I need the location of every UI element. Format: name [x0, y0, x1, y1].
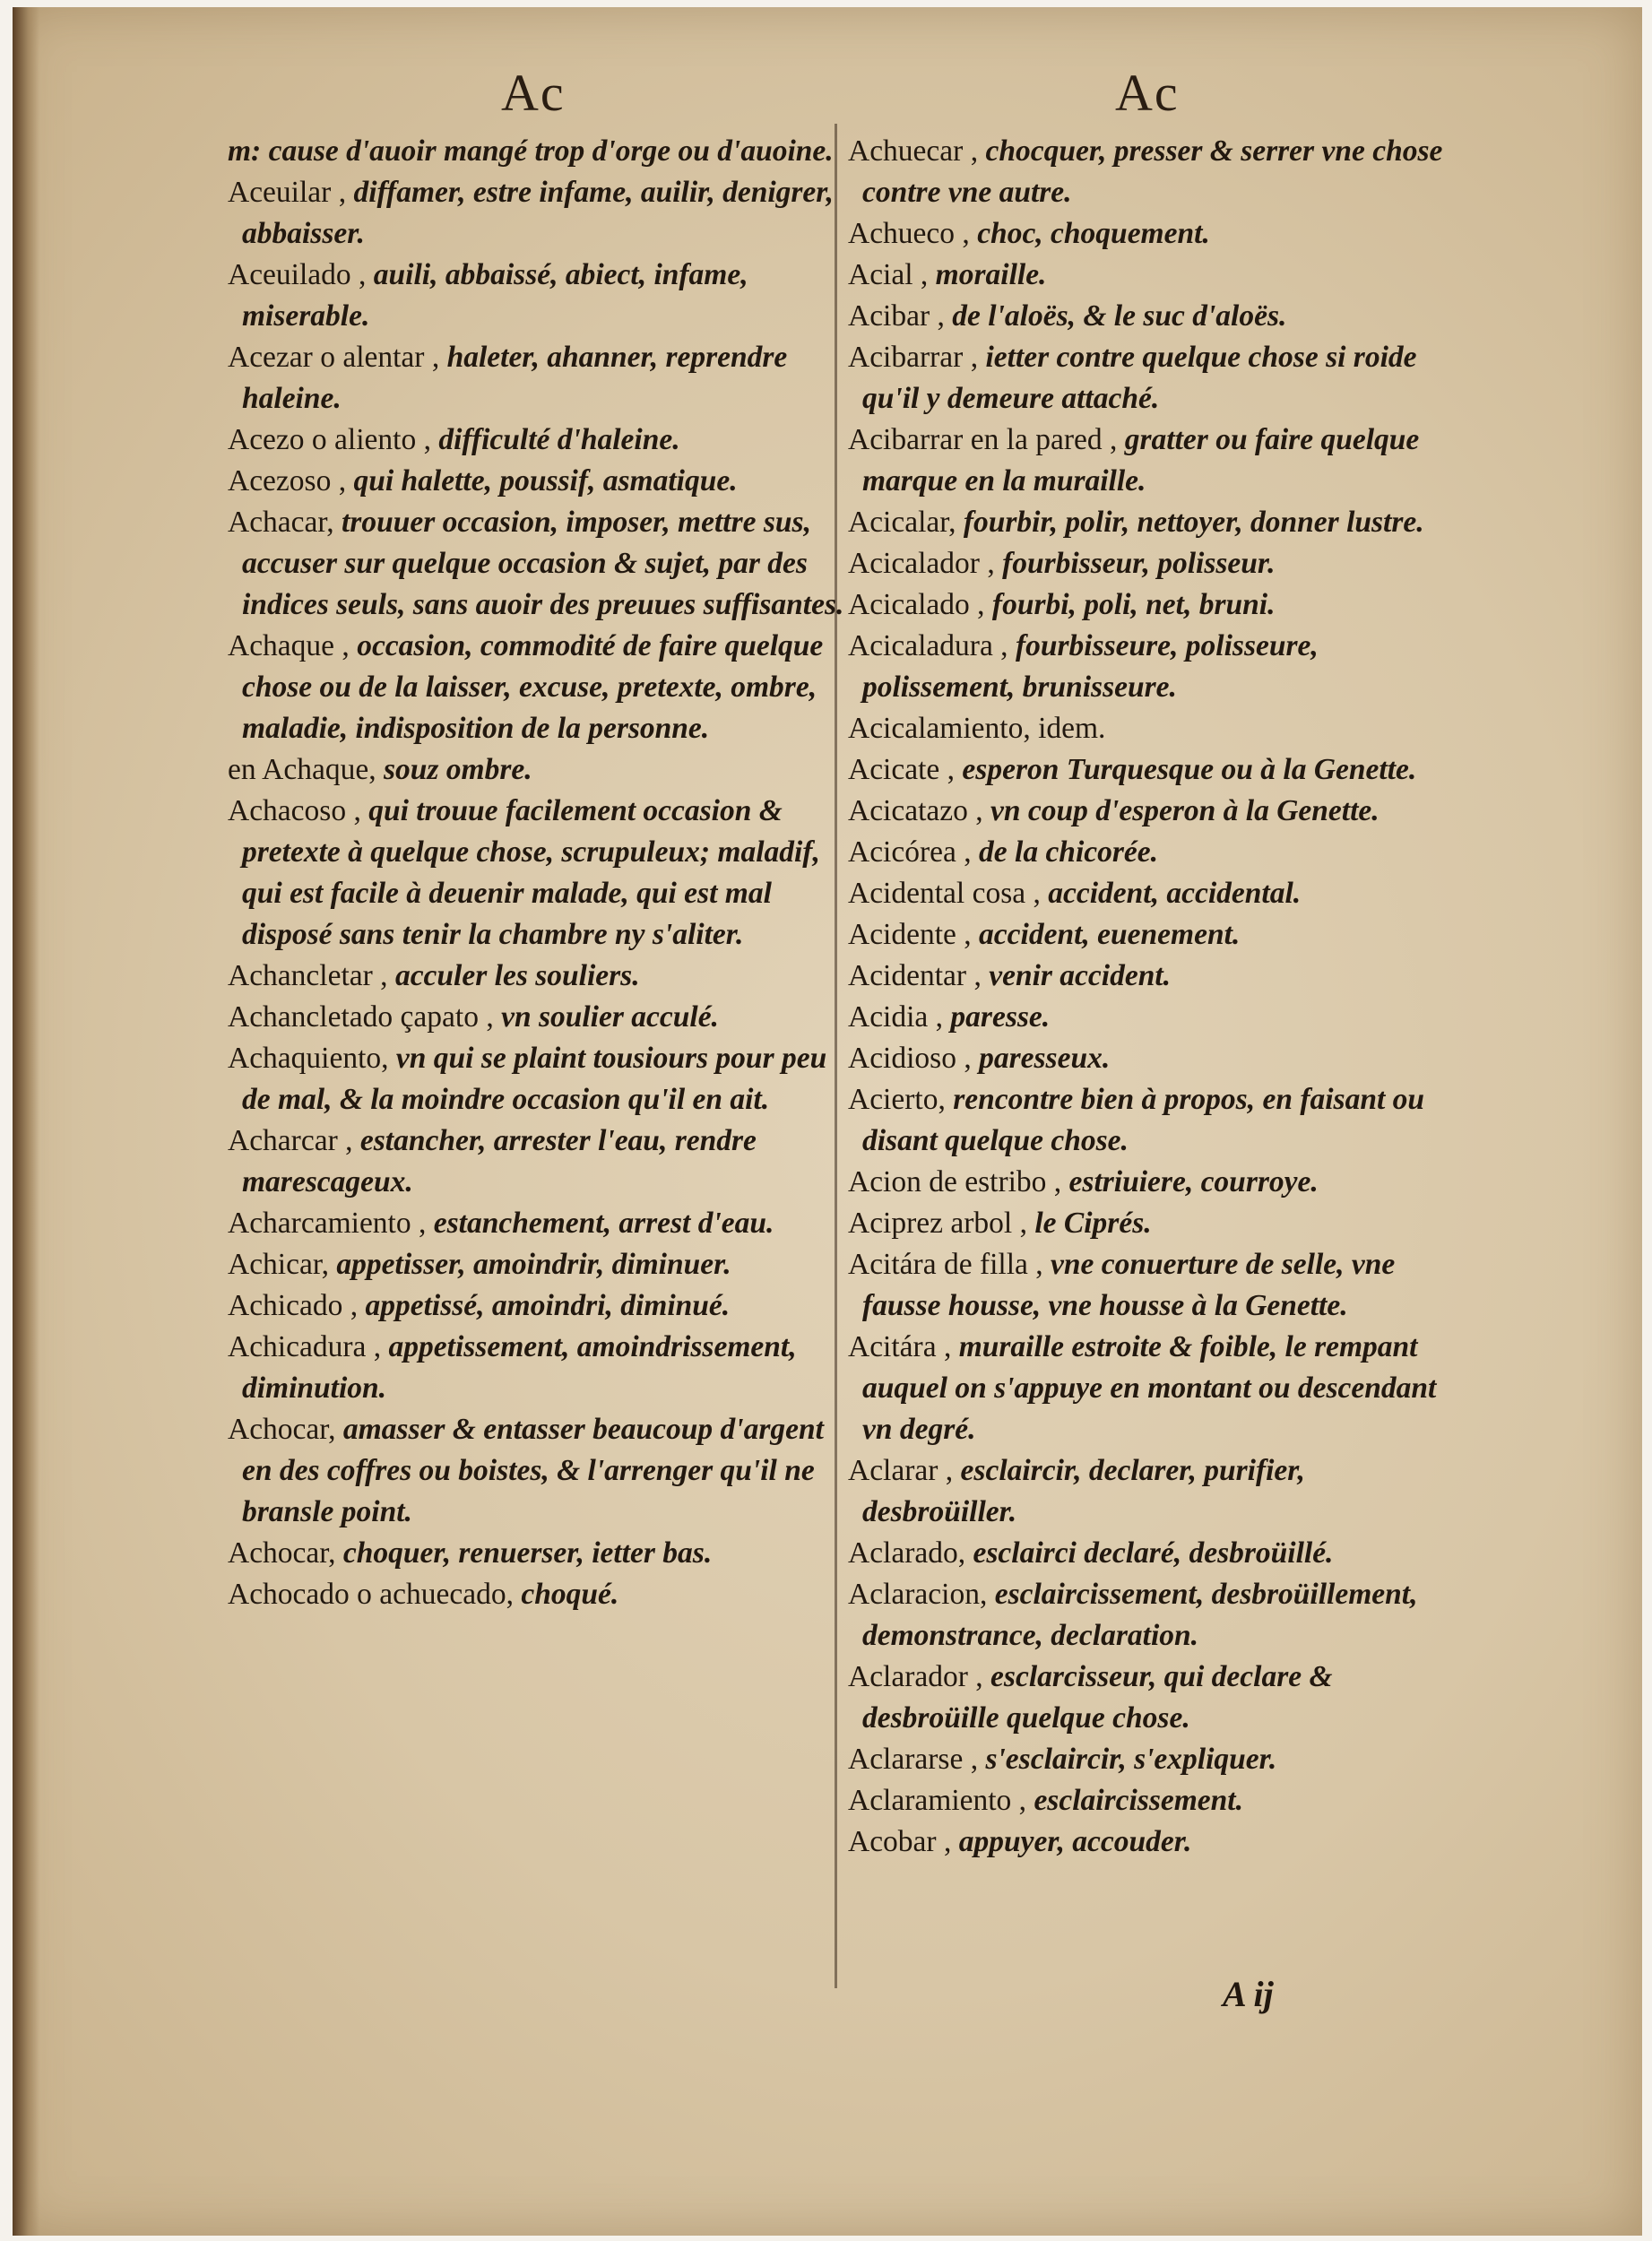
- right-running-header: Ac: [1115, 64, 1180, 122]
- dictionary-entry: [848, 1079, 1466, 1162]
- headword: Acierto,: [848, 1083, 954, 1116]
- definition: de la chicorée.: [979, 835, 1159, 869]
- definition: esperon Turquesque ou à la Genette.: [962, 753, 1417, 786]
- headword: Aceuilado ,: [228, 258, 374, 291]
- headword: Aclarado,: [848, 1536, 973, 1570]
- dictionary-entry: [228, 337, 846, 420]
- dictionary-entry: [228, 1285, 846, 1327]
- headword: Achocar,: [228, 1536, 343, 1570]
- definition: le Ciprés.: [1034, 1207, 1152, 1240]
- book-gutter: [13, 7, 39, 2236]
- headword: Acicalar,: [848, 506, 964, 539]
- headword: Aclarador ,: [848, 1660, 991, 1693]
- headword: Achaquiento,: [228, 1042, 396, 1075]
- headword: Achuecar ,: [848, 134, 986, 168]
- dictionary-entry: [228, 1327, 846, 1409]
- headword: Acezar o alentar ,: [228, 341, 447, 374]
- headword: Acial ,: [848, 258, 936, 291]
- headword: Achancletado çapato ,: [228, 1000, 502, 1034]
- dictionary-entry: [228, 131, 846, 172]
- headword: Acidental cosa ,: [848, 877, 1049, 910]
- dictionary-entry: [228, 502, 846, 626]
- definition: moraille.: [935, 258, 1047, 291]
- definition: fourbi, poli, net, bruni.: [991, 588, 1276, 621]
- definition: esclaircissement.: [1034, 1784, 1243, 1817]
- headword: Aciprez arbol ,: [848, 1207, 1035, 1240]
- headword: Acidente ,: [848, 918, 980, 951]
- headword: Aclaramiento ,: [848, 1784, 1034, 1817]
- headword: Acharcamiento ,: [228, 1207, 434, 1240]
- dictionary-entry: [848, 296, 1466, 337]
- headword: Achocado o achuecado,: [228, 1578, 522, 1611]
- dictionary-entry: [848, 1533, 1466, 1574]
- dictionary-entry: [848, 1162, 1466, 1203]
- headword: Achicadura ,: [228, 1330, 389, 1363]
- dictionary-entry: [228, 420, 846, 461]
- headword: Acidia ,: [848, 1000, 951, 1034]
- dictionary-entry: [848, 873, 1466, 914]
- dictionary-entry: [228, 791, 846, 956]
- dictionary-entry: [228, 749, 846, 791]
- dictionary-entry: [848, 337, 1466, 420]
- dictionary-entry: [848, 1780, 1466, 1821]
- dictionary-entry: [848, 832, 1466, 873]
- definition: estriuiere, courroye.: [1068, 1165, 1319, 1198]
- dictionary-entry: [848, 1244, 1466, 1327]
- right-column: [848, 131, 1466, 1863]
- definition: vn soulier acculé.: [501, 1000, 719, 1034]
- definition: paresseux.: [979, 1042, 1111, 1075]
- definition: estanchement, arrest d'eau.: [433, 1207, 774, 1240]
- definition: accident, accidental.: [1048, 877, 1302, 910]
- dictionary-entry: [228, 997, 846, 1038]
- dictionary-entry: [228, 1120, 846, 1203]
- dictionary-entry: [848, 1657, 1466, 1739]
- dictionary-entry: [228, 1533, 846, 1574]
- headword: Acezoso ,: [228, 464, 354, 498]
- headword: Acidioso ,: [848, 1042, 980, 1075]
- definition: ietter contre quelque chose si roide qu'il y demeure attaché.: [862, 341, 1417, 415]
- headword: Acitára de filla ,: [848, 1248, 1051, 1281]
- left-running-header: Ac: [501, 64, 566, 122]
- definition: de l'aloës, & le suc d'aloës.: [952, 299, 1287, 333]
- headword: Acicalador ,: [848, 547, 1003, 580]
- headword: Acidentar ,: [848, 959, 990, 992]
- definition: qui trouue facilement occasion & pretexte à quelque chose, scrupuleux; maladif, qui est facile à deuenir malade, qui est mal disposé sans tenir la chambre ny s'aliter.: [242, 794, 820, 951]
- definition: muraille estroite & foible, le rempant auquel on s'appuye en montant ou descendant vn degré.: [862, 1330, 1437, 1446]
- dictionary-entry: [848, 255, 1466, 296]
- dictionary-entry: [228, 1203, 846, 1244]
- definition: appetissé, amoindri, diminué.: [365, 1289, 731, 1322]
- headword: Acibar ,: [848, 299, 953, 333]
- definition: esclarcisseur, qui declare & desbroüille quelque chose.: [862, 1660, 1333, 1735]
- dictionary-entry: [228, 956, 846, 997]
- definition: appetisser, amoindrir, diminuer.: [336, 1248, 731, 1281]
- dictionary-entry: [228, 172, 846, 255]
- headword: Acezo o aliento ,: [228, 423, 439, 456]
- definition: difficulté d'haleine.: [438, 423, 680, 456]
- definition: amasser & entasser beaucoup d'argent en des coffres ou boistes, & l'arrenger qu'il ne bransle point.: [242, 1413, 824, 1528]
- headword: Achueco ,: [848, 217, 978, 250]
- dictionary-entry: [848, 997, 1466, 1038]
- dictionary-entry: [848, 749, 1466, 791]
- dictionary-entry: [848, 1574, 1466, 1657]
- headword: en Achaque,: [228, 753, 384, 786]
- headword: Acibarrar ,: [848, 341, 986, 374]
- headword: Achacar,: [228, 506, 342, 539]
- definition: rencontre bien à propos, en faisant ou disant quelque chose.: [862, 1083, 1425, 1157]
- dictionary-entry: [848, 1203, 1466, 1244]
- definition: appetissement, amoindrissement, diminution.: [242, 1330, 797, 1405]
- headword: Acitára ,: [848, 1330, 959, 1363]
- dictionary-entry: [848, 131, 1466, 213]
- signature-mark: A ij: [1223, 1974, 1274, 2014]
- dictionary-entry: [228, 255, 846, 337]
- definition: diffamer, estre infame, auilir, denigrer, abbaisser.: [242, 176, 834, 250]
- definition: fourbisseure, polisseure, polissement, brunisseure.: [862, 629, 1319, 704]
- definition: estancher, arrester l'eau, rendre marescageux.: [242, 1124, 757, 1198]
- definition: acculer les souliers.: [394, 959, 640, 992]
- dictionary-entry: [848, 1739, 1466, 1780]
- headword: Acicalado ,: [848, 588, 992, 621]
- definition: m: cause d'auoir mangé trop d'orge ou d'auoine.: [228, 134, 834, 168]
- dictionary-entry: [848, 1038, 1466, 1079]
- dictionary-entry: [228, 626, 846, 749]
- definition: esclaircir, declarer, purifier, desbroüiller.: [862, 1454, 1305, 1528]
- headword: Aclararse ,: [848, 1743, 986, 1776]
- headword: Acobar ,: [848, 1825, 959, 1858]
- headword: Acicórea ,: [848, 835, 980, 869]
- definition: paresse.: [950, 1000, 1051, 1034]
- definition: haleter, ahanner, reprendre haleine.: [242, 341, 788, 415]
- headword: Acharcar ,: [228, 1124, 360, 1157]
- headword: Acicatazo ,: [848, 794, 991, 827]
- headword: Acicalamiento, idem.: [848, 712, 1106, 745]
- headword: Achocar,: [228, 1413, 343, 1446]
- definition: accident, euenement.: [979, 918, 1241, 951]
- headword: Acibarrar en la pared ,: [848, 423, 1125, 456]
- dictionary-entry: [848, 213, 1466, 255]
- definition: trouuer occasion, imposer, mettre sus, accuser sur quelque occasion & sujet, par des indices seuls, sans auoir des preuues suffisantes.: [242, 506, 844, 621]
- dictionary-entry: [848, 914, 1466, 956]
- headword: Aclaracion,: [848, 1578, 995, 1611]
- headword: Aclarar ,: [848, 1454, 961, 1487]
- definition: qui halette, poussif, asmatique.: [353, 464, 738, 498]
- definition: choc, choquement.: [977, 217, 1210, 250]
- definition: venir accident.: [989, 959, 1172, 992]
- dictionary-entry: [848, 626, 1466, 708]
- definition: gratter ou faire quelque marque en la muraille.: [862, 423, 1420, 498]
- dictionary-entry: [848, 1327, 1466, 1450]
- definition: chocquer, presser & serrer vne chose contre vne autre.: [862, 134, 1443, 209]
- definition: vn coup d'esperon à la Genette.: [990, 794, 1380, 827]
- definition: choqué.: [521, 1578, 619, 1611]
- headword: Acicaladura ,: [848, 629, 1016, 662]
- definition: occasion, commodité de faire quelque chose ou de la laisser, excuse, pretexte, ombre, maladie, indisposition de la personne.: [242, 629, 824, 745]
- dictionary-entry: [848, 791, 1466, 832]
- definition: s'esclaircir, s'expliquer.: [985, 1743, 1277, 1776]
- dictionary-entry: [228, 1244, 846, 1285]
- definition: choquer, renuerser, ietter bas.: [342, 1536, 713, 1570]
- left-column: [228, 131, 846, 1615]
- dictionary-page: [13, 7, 1642, 2236]
- definition: auili, abbaissé, abiect, infame, miserable.: [242, 258, 748, 333]
- dictionary-entry: [848, 584, 1466, 626]
- definition: fourbisseur, polisseur.: [1002, 547, 1276, 580]
- headword: Achacoso ,: [228, 794, 369, 827]
- dictionary-entry: [848, 956, 1466, 997]
- definition: appuyer, accouder.: [958, 1825, 1192, 1858]
- dictionary-entry: [848, 420, 1466, 502]
- dictionary-entry: [848, 1821, 1466, 1863]
- headword: Achicado ,: [228, 1289, 366, 1322]
- definition: fourbir, polir, nettoyer, donner lustre.: [963, 506, 1424, 539]
- headword: Achicar,: [228, 1248, 337, 1281]
- dictionary-entry: [228, 461, 846, 502]
- dictionary-entry: [228, 1038, 846, 1120]
- headword: Aceuilar ,: [228, 176, 354, 209]
- dictionary-entry: [848, 502, 1466, 543]
- headword: Achancletar ,: [228, 959, 395, 992]
- definition: esclairci declaré, desbroüillé.: [973, 1536, 1334, 1570]
- definition: vn qui se plaint tousiours pour peu de mal, & la moindre occasion qu'il en ait.: [242, 1042, 827, 1116]
- dictionary-entry: [228, 1409, 846, 1533]
- definition: vne conuerture de selle, vne fausse housse, vne housse à la Genette.: [862, 1248, 1396, 1322]
- dictionary-entry: [848, 708, 1466, 749]
- headword: Acicate ,: [848, 753, 963, 786]
- headword: Acion de estribo ,: [848, 1165, 1069, 1198]
- definition: souz ombre.: [383, 753, 532, 786]
- definition: esclaircissement, desbroüillement, demonstrance, declaration.: [862, 1578, 1418, 1652]
- dictionary-entry: [848, 1450, 1466, 1533]
- headword: Achaque ,: [228, 629, 358, 662]
- dictionary-entry: [848, 543, 1466, 584]
- dictionary-entry: [228, 1574, 846, 1615]
